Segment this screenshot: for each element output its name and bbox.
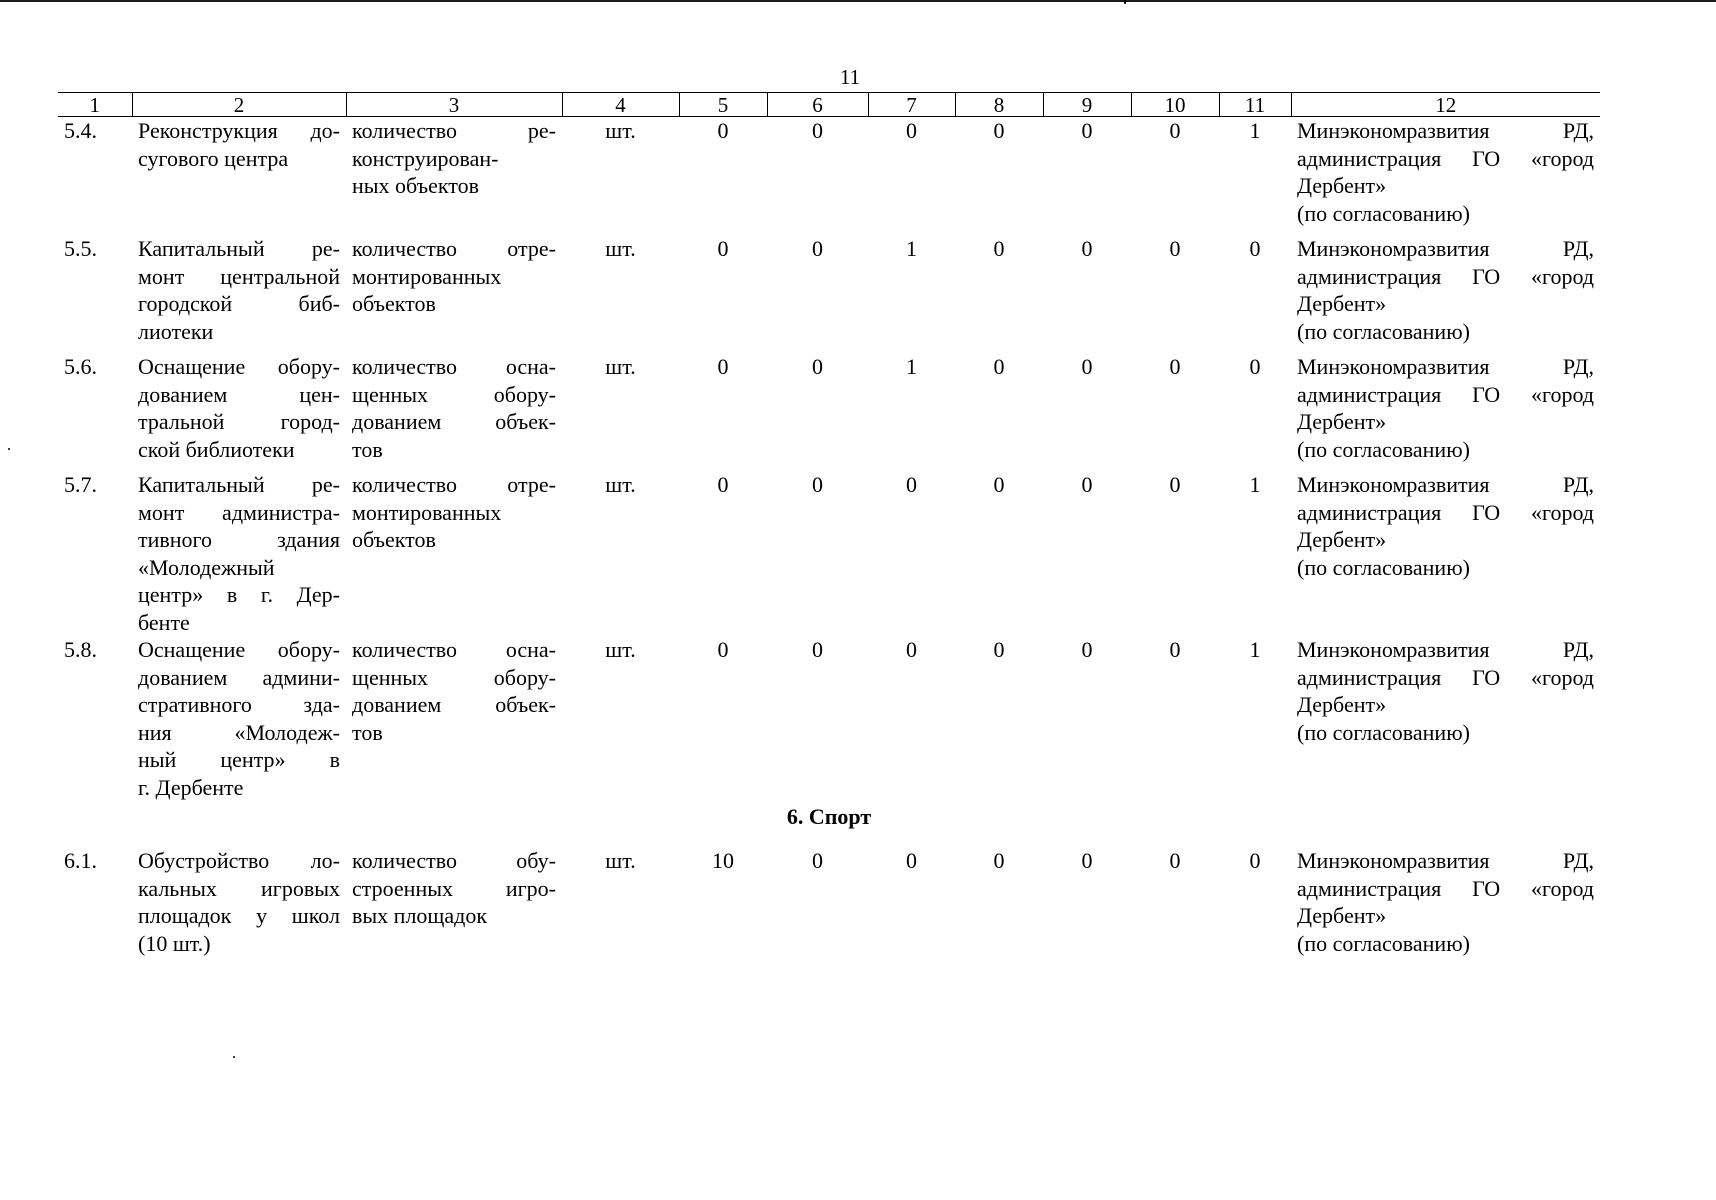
page-number: 11	[839, 65, 861, 89]
measure-name-line: кальных игровых	[138, 875, 340, 901]
column-number: 10	[1131, 93, 1219, 117]
column-number: 11	[1219, 93, 1291, 117]
indicator-line: щенных обору-	[352, 664, 556, 690]
scan-speck	[1124, 0, 1126, 4]
responsible-line: Минэкономразвития РД,	[1297, 354, 1594, 379]
value-cell: 0	[1249, 236, 1261, 261]
indicator-line: тов	[352, 719, 383, 745]
responsible-line: Дербент»	[1297, 527, 1387, 552]
value-cell: 0	[1169, 354, 1181, 379]
responsible-line: Минэкономразвития РД,	[1297, 637, 1594, 662]
responsible-line: администрация ГО «город	[1297, 664, 1594, 690]
responsible-cell	[1291, 847, 1600, 965]
indicator-line: ных объектов	[352, 173, 479, 198]
value-cell: 0	[993, 236, 1005, 261]
table-row	[58, 353, 1600, 471]
value-cell: 0	[906, 637, 917, 662]
value-cell: 0	[1081, 118, 1093, 143]
value-cell: 0	[717, 354, 729, 379]
indicator-line: количество обу-	[352, 848, 556, 873]
measure-name-cell	[132, 117, 346, 236]
measure-name-cell	[132, 847, 346, 965]
indicator-line: монтированных	[352, 499, 502, 525]
responsible-line: (по согласованию)	[1297, 554, 1470, 580]
responsible-cell	[1291, 235, 1600, 353]
value-cell: 0	[1249, 354, 1261, 379]
responsible-cell	[1291, 117, 1600, 236]
responsible-line: администрация ГО «город	[1297, 381, 1594, 407]
value-cell: 0	[717, 118, 729, 143]
value-cell: 0	[717, 236, 729, 261]
responsible-line: Дербент»	[1297, 173, 1387, 198]
value-cell: 1	[1249, 472, 1261, 497]
indicator-line: конструирован-	[352, 145, 499, 171]
value-cell: 0	[1169, 637, 1181, 662]
value-cell: 0	[993, 472, 1005, 497]
measure-name-line: Оснащение обору-	[138, 637, 340, 662]
indicator-line: количество осна-	[352, 354, 556, 379]
section-title: 6. Спорт	[786, 804, 872, 829]
measure-name-line: городской биб-	[138, 291, 340, 316]
row-number: 6.1.	[64, 848, 97, 873]
scan-speck	[8, 448, 10, 450]
value-cell: 0	[1081, 236, 1093, 261]
measure-name-line: ния «Молодеж-	[138, 719, 340, 745]
measure-name-line: монт администра-	[138, 499, 340, 525]
measure-name-line: тральной город-	[138, 409, 340, 434]
row-number: 5.8.	[64, 637, 97, 662]
indicator-line: тов	[352, 436, 383, 462]
responsible-line: (по согласованию)	[1297, 318, 1470, 344]
measure-name-line: площадок у школ	[138, 903, 340, 928]
responsible-line: Минэкономразвития РД,	[1297, 118, 1594, 143]
table-row	[58, 471, 1600, 636]
table-row	[58, 117, 1600, 236]
value-cell: 1	[1249, 118, 1261, 143]
indicator-line: дованием объек-	[352, 692, 556, 717]
value-cell: 0	[812, 118, 823, 143]
row-number: 5.7.	[64, 472, 97, 497]
column-number: 2	[132, 93, 346, 117]
indicator-cell	[346, 471, 562, 636]
column-number: 7	[868, 93, 955, 117]
measure-name-line: Оснащение обору-	[138, 354, 340, 379]
indicator-line: строенных игро-	[352, 875, 556, 901]
responsible-line: Дербент»	[1297, 291, 1387, 316]
measure-name-line: центр» в г. Дер-	[138, 582, 340, 607]
value-cell: 1	[906, 236, 917, 261]
value-cell: 0	[812, 236, 823, 261]
indicator-cell	[346, 117, 562, 236]
value-cell: 0	[812, 848, 823, 873]
responsible-line: администрация ГО «город	[1297, 145, 1594, 171]
measures-table-body	[58, 117, 1600, 802]
value-cell: 0	[1169, 472, 1181, 497]
row-number: 5.5.	[64, 236, 97, 261]
value-cell: 0	[1081, 848, 1093, 873]
responsible-line: Минэкономразвития РД,	[1297, 236, 1594, 261]
unit-cell: шт.	[605, 472, 636, 497]
indicator-cell	[346, 847, 562, 965]
measure-name-line: дованием админи-	[138, 664, 340, 690]
column-number: 9	[1043, 93, 1131, 117]
measure-name-line: лиотеки	[138, 318, 214, 344]
value-cell: 0	[812, 472, 823, 497]
measure-name-line: ный центр» в	[138, 747, 340, 772]
indicator-line: объектов	[352, 527, 436, 552]
indicator-line: количество осна-	[352, 637, 556, 662]
responsible-cell	[1291, 471, 1600, 636]
row-number: 5.4.	[64, 118, 97, 143]
value-cell: 1	[906, 354, 917, 379]
responsible-line: администрация ГО «город	[1297, 875, 1594, 901]
value-cell: 0	[906, 848, 917, 873]
responsible-line: Дербент»	[1297, 903, 1387, 928]
sport-section	[58, 801, 1600, 847]
value-cell: 0	[1081, 354, 1093, 379]
row-number: 5.6.	[64, 354, 97, 379]
unit-cell: шт.	[605, 848, 636, 873]
value-cell: 0	[993, 118, 1005, 143]
value-cell: 0	[1081, 637, 1093, 662]
responsible-line: Дербент»	[1297, 692, 1387, 717]
unit-cell: шт.	[605, 637, 636, 662]
measure-name-line: бенте	[138, 609, 190, 635]
responsible-line: (по согласованию)	[1297, 436, 1470, 462]
value-cell: 0	[717, 472, 729, 497]
value-cell: 0	[1249, 848, 1261, 873]
scan-speck	[233, 1056, 235, 1058]
responsible-cell	[1291, 636, 1600, 801]
value-cell: 0	[1169, 848, 1181, 873]
responsible-cell	[1291, 353, 1600, 471]
indicator-line: вых площадок	[352, 903, 488, 928]
value-cell: 0	[812, 637, 823, 662]
column-number: 8	[955, 93, 1043, 117]
measure-name-line: дованием цен-	[138, 381, 340, 407]
column-number: 12	[1291, 93, 1600, 117]
responsible-line: (по согласованию)	[1297, 719, 1470, 745]
responsible-line: администрация ГО «город	[1297, 263, 1594, 289]
table-row	[58, 636, 1600, 801]
value-cell: 10	[712, 848, 734, 873]
measure-name-line: Капитальный ре-	[138, 236, 340, 261]
measure-name-line: Реконструкция до-	[138, 118, 340, 143]
value-cell: 0	[717, 637, 729, 662]
table-row	[58, 847, 1600, 965]
measures-table	[58, 92, 1600, 965]
column-number: 5	[679, 93, 767, 117]
measure-name-cell	[132, 471, 346, 636]
measure-name-cell	[132, 636, 346, 801]
indicator-cell	[346, 235, 562, 353]
column-number: 4	[562, 93, 679, 117]
measure-name-cell	[132, 235, 346, 353]
indicator-line: щенных обору-	[352, 381, 556, 407]
indicator-cell	[346, 636, 562, 801]
column-number: 6	[767, 93, 868, 117]
responsible-line: администрация ГО «город	[1297, 499, 1594, 525]
responsible-line: Минэкономразвития РД,	[1297, 848, 1594, 873]
value-cell: 0	[906, 472, 917, 497]
value-cell: 1	[1249, 637, 1261, 662]
section-heading-row	[58, 801, 1600, 847]
value-cell: 0	[1169, 236, 1181, 261]
measure-name-line: Обустройство ло-	[138, 848, 340, 873]
scan-top-edge	[0, 0, 1716, 2]
value-cell: 0	[906, 118, 917, 143]
measure-name-line: г. Дербенте	[138, 774, 244, 800]
unit-cell: шт.	[605, 236, 636, 261]
measure-name-line: стративного зда-	[138, 692, 340, 717]
unit-cell: шт.	[605, 354, 636, 379]
measure-name-line: тивного здания	[138, 527, 340, 552]
unit-cell: шт.	[605, 118, 636, 143]
indicator-line: количество ре-	[352, 118, 556, 143]
responsible-line: (по согласованию)	[1297, 200, 1470, 226]
measure-name-line: ской библиотеки	[138, 436, 295, 462]
value-cell: 0	[812, 354, 823, 379]
indicator-line: монтированных	[352, 263, 502, 289]
responsible-line: Минэкономразвития РД,	[1297, 472, 1594, 497]
sport-table-body	[58, 847, 1600, 965]
measure-name-line: монт центральной	[138, 263, 340, 289]
table-row	[58, 235, 1600, 353]
indicator-cell	[346, 353, 562, 471]
value-cell: 0	[993, 637, 1005, 662]
value-cell: 0	[993, 848, 1005, 873]
measure-name-line: «Молодежный	[138, 554, 275, 580]
measure-name-line: (10 шт.)	[138, 930, 211, 956]
value-cell: 0	[1081, 472, 1093, 497]
column-number: 1	[58, 93, 132, 117]
column-number: 3	[346, 93, 562, 117]
measure-name-line: Капитальный ре-	[138, 472, 340, 497]
indicator-line: количество отре-	[352, 472, 556, 497]
indicator-line: количество отре-	[352, 236, 556, 261]
indicator-line: объектов	[352, 291, 436, 316]
indicator-line: дованием объек-	[352, 409, 556, 434]
column-number-row	[58, 93, 1600, 117]
measure-name-line: сугового центра	[138, 145, 289, 171]
responsible-line: (по согласованию)	[1297, 930, 1470, 956]
responsible-line: Дербент»	[1297, 409, 1387, 434]
value-cell: 0	[993, 354, 1005, 379]
measure-name-cell	[132, 353, 346, 471]
value-cell: 0	[1169, 118, 1181, 143]
